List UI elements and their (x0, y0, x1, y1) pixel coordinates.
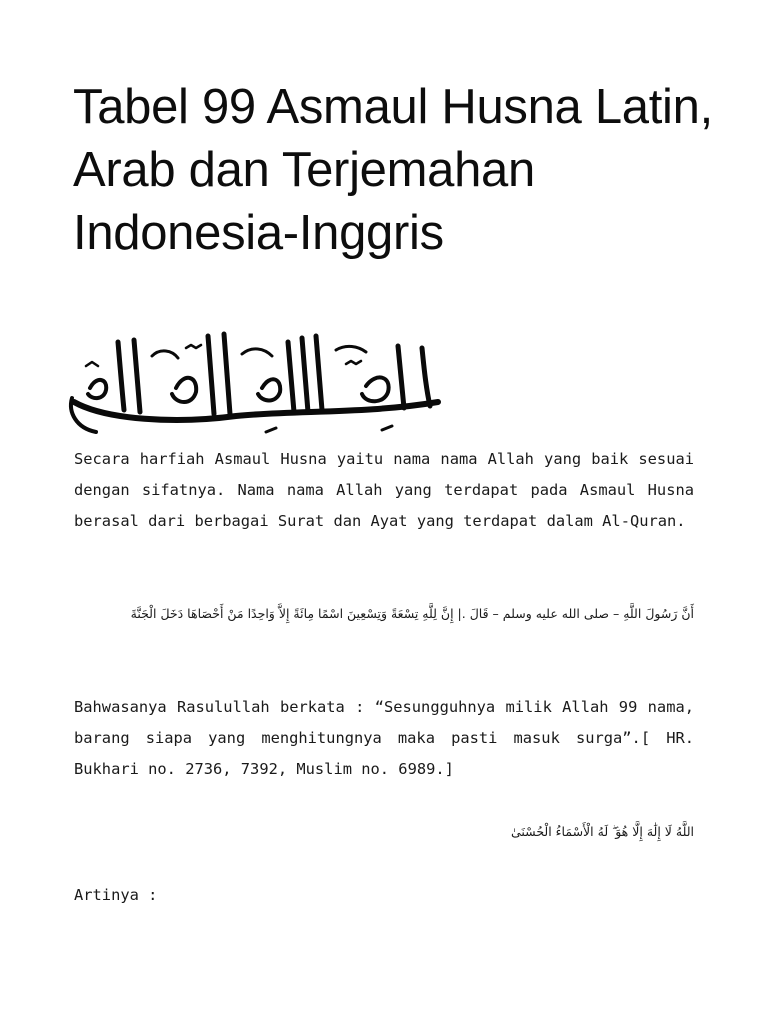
intro-paragraph: Secara harfiah Asmaul Husna yaitu nama nama Allah yang baik sesuai dengan sifatnya. Nama nama Allah yang terdapat pada Asmaul Husna berasal dari berbagai Surat dan Ayat yang terdapat dalam Al-Quran. (74, 450, 694, 530)
basmala-calligraphy (66, 328, 450, 440)
basmala-calligraphy-graphic (66, 328, 450, 440)
arabic-verse-text: اللَّهُ لَا إِلَٰهَ إِلَّا هُوَ ۖ لَهُ الْأَسْمَاءُ الْحُسْنَىٰ (510, 824, 694, 839)
page-title: Tabel 99 Asmaul Husna Latin, Arab dan Terjemahan Indonesia-Inggris (73, 80, 713, 260)
arabic-hadith-text: أَنَّ رَسُولَ اللَّهِ – صلى الله عليه وسلم – قَالَ .| إِنَّ لِلَّهِ تِسْعَةً وَتِسْعِينَ اسْمًا مِائَةً إِلاَّ وَاحِدًا مَنْ أَحْصَاهَا دَخَلَ الْجَنَّةَ (130, 606, 694, 621)
artinya-label: Artinya : (74, 886, 158, 904)
hadith-translation-paragraph: Bahwasanya Rasulullah berkata : “Sesungguhnya milik Allah 99 nama, barang siapa yang menghitungnya maka pasti masuk surga”.[ HR. Bukhari no. 2736, 7392, Muslim no. 6989.] (74, 698, 694, 778)
